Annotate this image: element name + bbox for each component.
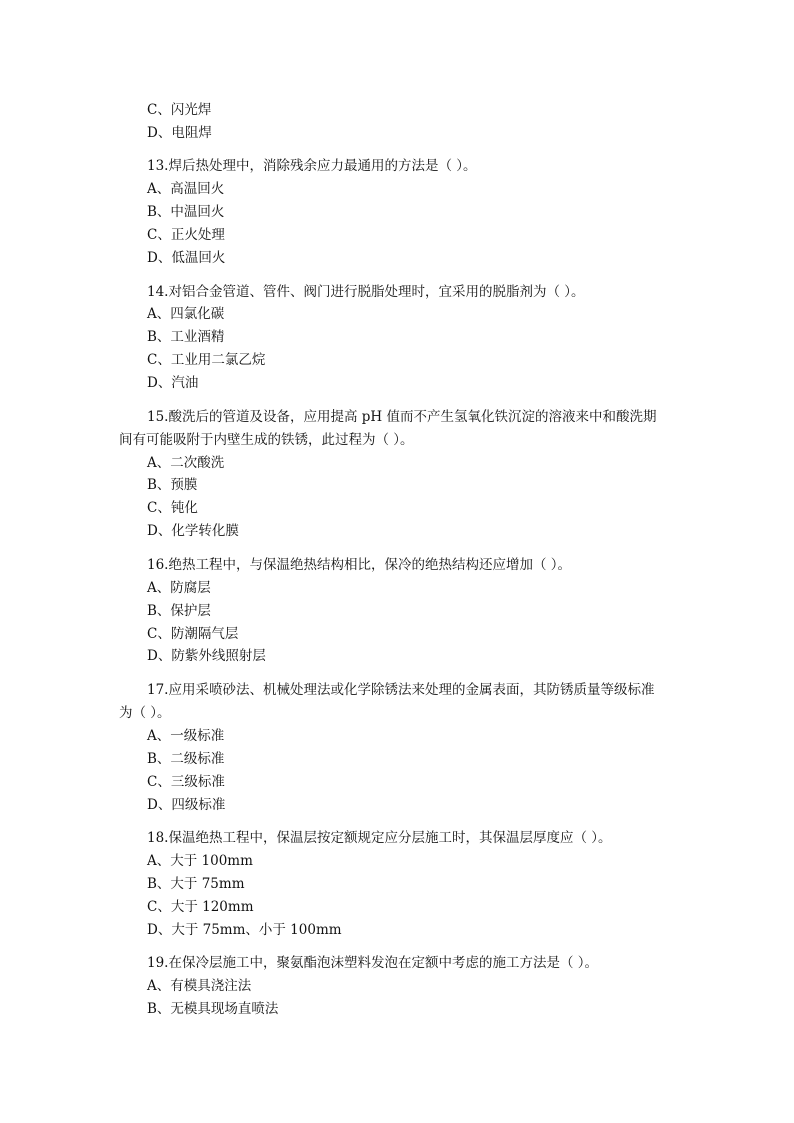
option-line: B、工业酒精 [147,329,225,345]
option-line: D、大于 75mm、小于 100mm [147,922,342,938]
option-line: C、正火处理 [147,227,225,243]
option-line: A、有模具浇注法 [147,978,252,994]
option-line: C、闪光焊 [147,102,212,118]
option-line: A、大于 100mm [147,853,253,869]
question-line: 19.在保冷层施工中，聚氨酯泡沫塑料发泡在定额中考虑的施工方法是（ ）。 [147,955,599,971]
option-line: C、防潮隔气层 [147,626,239,642]
option-line: B、大于 75mm [147,876,245,892]
option-line: A、二次酸洗 [147,455,225,471]
option-line: C、三级标准 [147,774,225,790]
option-line: D、防紫外线照射层 [147,648,266,664]
option-line: D、电阻焊 [147,125,212,141]
question-line: 15.酸洗后的管道及设备，应用提高 pH 值而不产生氢氧化铁沉淀的溶液来中和酸洗期 [147,409,657,425]
option-line: A、四氯化碳 [147,306,225,322]
option-line: D、化学转化膜 [147,523,239,539]
option-line: C、工业用二氯乙烷 [147,352,266,368]
question-line: 18.保温绝热工程中，保温层按定额规定应分层施工时，其保温层厚度应（ ）。 [147,830,612,846]
option-line: C、钝化 [147,500,198,516]
question-line: 14.对铝合金管道、管件、阀门进行脱脂处理时，宜采用的脱脂剂为（ ）。 [147,284,585,300]
option-line: D、低温回火 [147,250,226,266]
question-line-continued: 间有可能吸附于内壁生成的铁锈，此过程为（ ）。 [119,432,414,448]
option-line: B、保护层 [147,603,211,619]
question-line-continued: 为（ ）。 [119,705,171,721]
option-line: B、中温回火 [147,204,225,220]
option-line: A、高温回火 [147,181,225,197]
question-line: 17.应用采喷砂法、机械处理法或化学除锈法来处理的金属表面，其防锈质量等级标准 [147,682,655,698]
option-line: A、防腐层 [147,580,211,596]
option-line: D、四级标准 [147,797,226,813]
option-line: B、预膜 [147,477,198,493]
question-line: 13.焊后热处理中，消除残余应力最通用的方法是（ ）。 [147,158,477,174]
option-line: D、汽油 [147,375,199,391]
option-line: B、二级标准 [147,751,225,767]
option-line: A、一级标准 [147,728,225,744]
option-line: B、无模具现场直喷法 [147,1001,279,1017]
question-line: 16.绝热工程中，与保温绝热结构相比，保冷的绝热结构还应增加（ ）。 [147,557,572,573]
option-line: C、大于 120mm [147,899,254,915]
